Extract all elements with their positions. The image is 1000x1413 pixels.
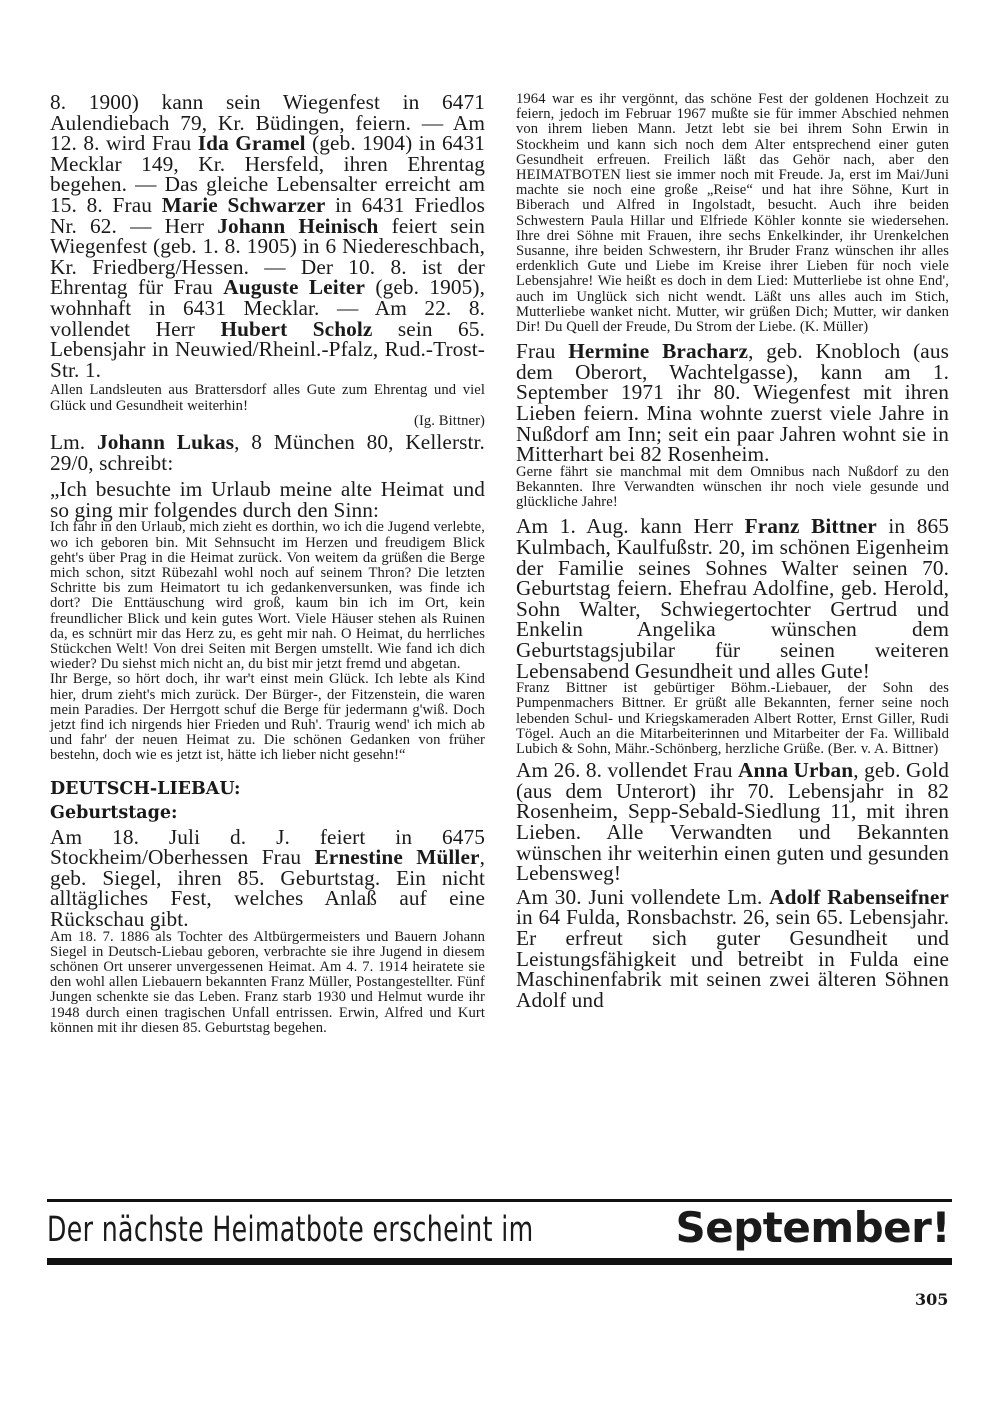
person-name: Adolf Rabenseifner (769, 884, 949, 909)
birthday-announcement-urban (516, 760, 949, 884)
text-run: Am 26. 8. vollendet Frau (516, 758, 738, 783)
text-run: Lm. (50, 429, 97, 454)
person-name: Anna Urban (738, 758, 854, 783)
left-column (50, 92, 485, 1036)
banner-divider-top (47, 1199, 952, 1202)
greeting-paragraph: Allen Landsleuten aus Brattersdorf alles Gute zum Ehrentag und viel Glück und Gesundheit weiterhin! (50, 382, 485, 414)
page-number: 305 (915, 1290, 949, 1309)
person-name: Ernestine Müller (314, 845, 480, 870)
biography-mueller: Am 18. 7. 1886 als Tochter des Altbürgermeisters und Bauern Johann Siegel in Deutsch-Liebau geboren, verbrachte sie ihre Jugend in diesem schönen Ort unserer unvergessenen Heimat. Am 4. 7. 1914 heiratete sie den wohl allen Liebauern bekannten Franz Müller, Postangestellter. Fünf Jungen schenkte sie das Leben. Franz starb 1930 und Helmut wurde ihr 1948 durch einen tragischen Unfall entrissen. Erwin, Alfred und Kurt können mit ihr diesen 85. Geburtstag begehen. (50, 928, 485, 1036)
next-issue-banner (47, 1203, 952, 1252)
greeting-bittner: Franz Bittner ist gebürtiger Böhm.-Liebauer, der Sohn des Pumpenmachers Bittner. Er grüßt alle Bekannten, ferner seine noch lebenden Schul- und Kriegskameraden Albert Rotter, Ernst Giller, Rudi Tögel. Auch an die Mitarbeiterinnen und Mitarbeiter der Fa. Willibald Lubich & Sohn, Mähr.-Schönberg, herzliche Grüße. (Ber. v. A. Bittner) (516, 680, 949, 757)
birthday-announcement-bittner (516, 516, 949, 681)
person-name: Auguste Leiter (223, 275, 366, 300)
person-name: Johann Heinisch (217, 213, 379, 238)
person-name: Franz Bittner (744, 514, 877, 539)
letter-body-1: Ich fahr in den Urlaub, mich zieht es dorthin, wo ich die Jugend verlebte, wo ich geboren bin. Mit Sehnsucht im Herzen und freudigem Blick geht's über Prag in die Heimat zurück. Von weitem da grüßen die Berge mich schon, sitzt Rübezahl wohl noch auf seinem Thron? Die letzten Schritte bis zum Heimatort tu ich gedankenversunken, was finde ich dort? Die Enttäuschung wird groß, kaum bin ich im Ort, kein freundlicher Blick und kein gutes Wort. Viele Häuser stehen als Ruinen da, es schnürt mir das Herz zu, es geht mir nah. O Heimat, du herrliches Stückchen Welt! Von drei Seiten mit Bergen umstellt. Wie fand ich dich wieder? Du siehst mich nicht an, du bist mir jetzt fremd und abgetan. (50, 519, 485, 673)
text-run: 8. 1900) kann sein Wiegenfest in 6471 Aulendiebach 79, Kr. Büdingen, feiern. — Am 12. 8. wird Frau (50, 90, 485, 156)
section-heading: DEUTSCH-LIEBAU: (50, 778, 241, 799)
person-name: Hermine Bracharz (568, 339, 749, 364)
birthday-announcement-rabenseifner (516, 884, 949, 1012)
letter-body-2: Ihr Berge, so hört doch, ihr war't einst mein Glück. Ich lebte als Kind hier, drum zieht's mich zurück. Der Bürger-, der Fitzenstein, die waren mein Paradies. Der Herrgott schuf die Berge für jedermann g'wiß. Doch jetzt find ich nirgends hier Frieden und Ruh'. Traurig wend' ich mich ab und fahr' der neuen Heimat zu. Die schönen Gedanken von früher bestehn, doch wie es jetzt ist, hätte ich lieber nicht gesehn!“ (50, 671, 485, 764)
text-run: , geb. Gold (aus dem Unterort) ihr 70. Lebensjahr in 82 Rosenheim, Sepp-Sebald-Siedlung 11, mit ihren Lieben. Alle Verwandten und Bekannten wünschen ihr weiterhin einen guten und gesunden Lebensweg! (516, 758, 949, 886)
banner-emphasis: September! (675, 1203, 950, 1252)
birthday-announcement-bracharz (516, 341, 949, 465)
text-run: in 6431 Friedlos Nr. 62. — Herr (50, 192, 485, 238)
text-run: Am 30. Juni vollendete Lm. (516, 884, 770, 909)
person-name: Hubert Scholz (220, 316, 373, 341)
text-run: feiert sein Wiegenfest (geb. 1. 8. 1905) in 6 Niedereschbach, Kr. Friedberg/Hessen. — Der 10. 8. ist der Ehrentag für Frau (50, 213, 485, 300)
text-run: in 865 Kulmbach, Kaulfußstr. 20, im schönen Eigenheim der Familie seines Sohnes Walter seinen 70. Geburtstag feiern. Ehefrau Adolfine, geb. Herold, Sohn Walter, Schwiegertochter Gertrud und Enkelin Angelika wünschen dem Geburtstagsjubilar für seinen weiteren Lebensabend Gesundheit und alles Gute! (516, 514, 949, 683)
text-run: , 8 München 80, Kellerstr. 29/0, schreibt: (50, 429, 485, 475)
biography-mueller-continued: 1964 war es ihr vergönnt, das schöne Fest der goldenen Hochzeit zu feiern, jedoch im Februar 1967 mußte sie für immer Abschied nehmen von ihrem lieben Mann. Jetzt lebt sie bei ihrem Sohn Erwin in Stockheim und kann sich noch dem Alter entsprechend einer guten Gesundheit erfreuen. Freilich läßt das Gehör nach, aber den HEIMATBOTEN liest sie immer noch mit Freude. Ja, erst im Mai/Juni machte sie noch eine große „Reise“ und hat ihre Söhne, Kurt in Biberach und Alfred in Ingolstadt, besucht. Auch ihre beiden Schwestern Paula Hillar und Elfriede Köhler konnte sie wiedersehen. Ihre drei Söhne mit Frauen, ihre sechs Enkelkinder, ihr Urenkelchen Susanne, ihre beiden Schwestern, ihr Bruder Franz wünschen ihr alles erdenklich Gute und Liebe im Kreise ihrer Lieben für noch viele Lebensjahre! Wie heißt es doch in dem Lied: Mutterliebe ist ohne End', auch im Unglück sich nicht wendt. Läßt uns alles auch im Stich, Mutterliebe wanket nicht. Mutter, wir grüßen Dich; Mutter, wir danken Dir! Du Quell der Freude, Du Strom der Liebe. (K. Müller) (516, 91, 949, 336)
subsection-heading: Geburtstage: (50, 802, 178, 823)
text-run: Am 18. Juli d. J. feiert in 6475 Stockheim/Oberhessen Frau (50, 824, 485, 870)
person-name: Marie Schwarzer (161, 192, 326, 217)
text-run: (geb. 1905), wohnhaft in 6431 Mecklar. — Am 22. 8. vollendet Herr (50, 275, 485, 341)
text-run: sein 65. Lebensjahr in Neuwied/Rheinl.-Pfalz, Rud.-Trost-Str. 1. (50, 316, 485, 382)
text-run: , geb. Siegel, ihren 85. Geburtstag. Ein nicht alltägliches Fest, welches Anlaß auf eine Rückschau gibt. (50, 845, 485, 931)
text-run: Am 1. Aug. kann Herr (516, 514, 745, 539)
letter-opening: „Ich besuchte im Urlaub meine alte Heimat und so ging mir folgendes durch den Sinn: (50, 477, 485, 522)
banner-divider-bottom (47, 1258, 952, 1265)
text-run: in 64 Fulda, Ronsbachstr. 26, sein 65. Lebensjahr. Er erfreut sich guter Gesundheit und Leistungsfähigkeit und betreibt in Fulda eine Maschinenfabrik mit seinen zwei älteren Söhnen Adolf und (516, 905, 949, 1012)
text-run: Frau (516, 339, 569, 364)
person-name: Johann Lukas (96, 429, 235, 454)
text-run: (geb. 1904) in 6431 Mecklar 149, Kr. Hersfeld, ihren Ehrentag begehen. — Das gleiche Lebensalter erreicht am 15. 8. Frau (50, 131, 486, 217)
birthday-announcement-mueller (50, 824, 485, 931)
right-column (516, 92, 949, 1010)
birthday-announcements-brattersdorf (50, 92, 485, 380)
letter-intro (50, 429, 485, 475)
text-run: , geb. Knobloch (aus dem Oberort, Wachtelgasse), kann am 1. September 1971 ihr 80. Wiegenfest mit ihren Lieben feiern. Mina wohnte zuerst viele Jahre in Nußdorf am Inn; seit ein paar Jahren wohnt sie in Mitterhart bei 82 Rosenheim. (516, 339, 949, 467)
greeting-bracharz: Gerne fährt sie manchmal mit dem Omnibus nach Nußdorf zu den Bekannten. Ihre Verwandten wünschen ihr noch viele gesunde und glückliche Jahre! (516, 463, 949, 511)
banner-text: Der nächste Heimatbote erscheint im (47, 1210, 534, 1250)
person-name: Ida Gramel (197, 131, 306, 156)
signature: (Ig. Bittner) (413, 412, 485, 429)
